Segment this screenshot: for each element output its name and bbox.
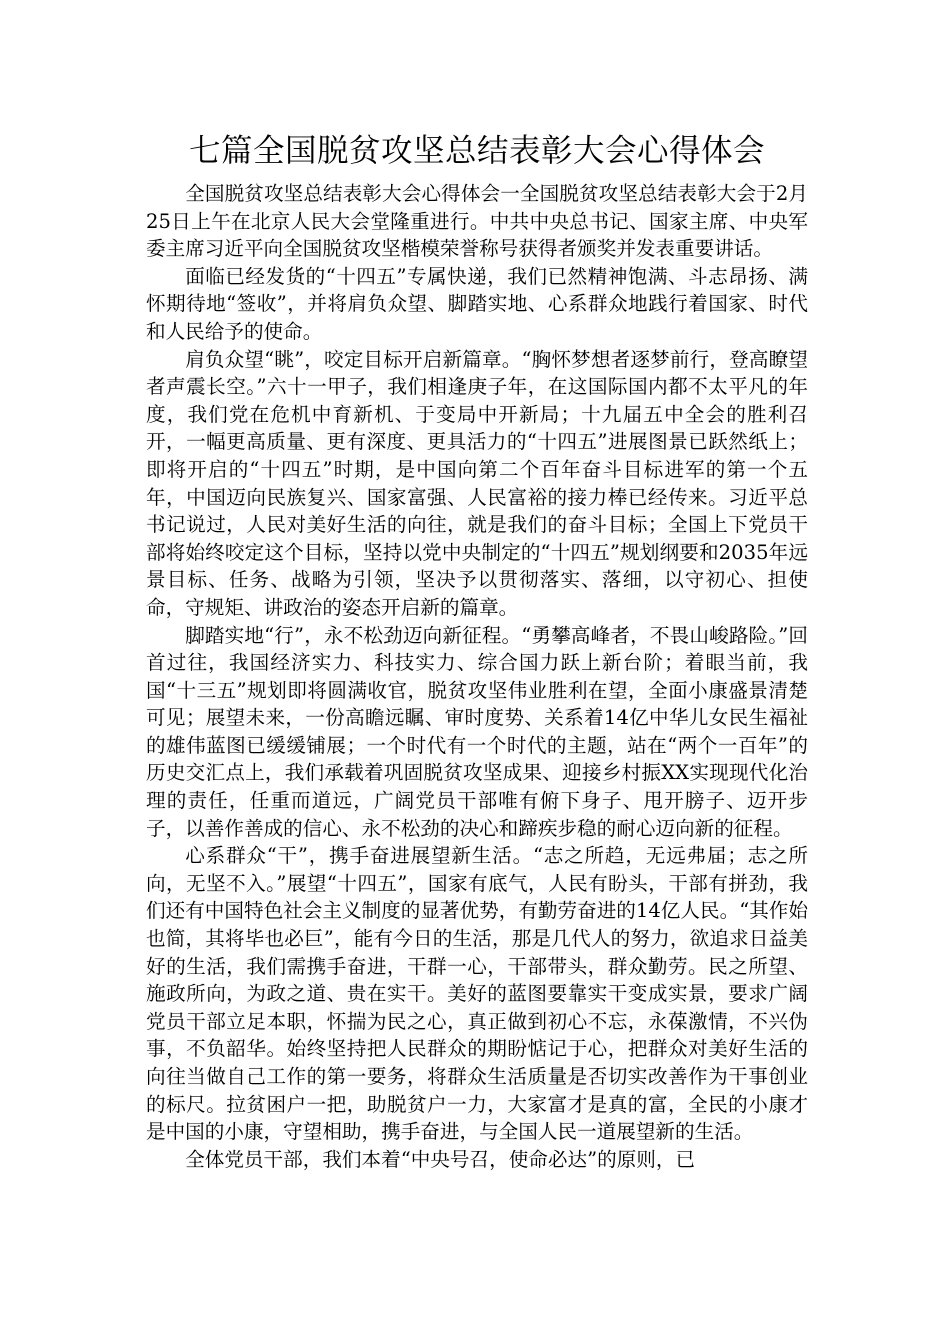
paragraph-intro: 全国脱贫攻坚总结表彰大会心得体会一全国脱贫攻坚总结表彰大会于2月25日上午在北京人民大会堂隆重进行。中共中央总书记、国家主席、中央军委主席习近平向全国脱贫攻坚楷模荣誉称号获得者颁奖并发表重要讲话。: [146, 182, 808, 261]
document-page: [146, 128, 808, 1173]
document-title: 七篇全国脱贫攻坚总结表彰大会心得体会: [188, 133, 765, 169]
paragraph-serve-people: 心系群众“干”，携手奋进展望新生活。“志之所趋，无远弗届；志之所向，无坚不入。”展望“十四五”，国家有底气，人民有盼头，干部有拼劲，我们还有中国特色社会主义制度的显著优势，有勤劳奋进的14亿人民。“其作始也简，其将毕也必巨”，能有今日的生活，那是几代人的努力，欲追求日益美好的生活，我们需携手奋进，干群一心，干部带头，群众勤劳。民之所望、施政所向，为政之道、贵在实干。美好的蓝图要靠实干变成实景，要求广阔党员干部立足本职，怀揣为民之心，真正做到初心不忘，永葆激情，不兴伪事，不负韶华。始终坚持把人民群众的期盼惦记于心，把群众对美好生活的向往当做自己工作的第一要务，将群众生活质量是否切实改善作为干事创业的标尺。拉贫困户一把，助脱贫户一力，大家富才是真的富，全民的小康才是中国的小康，守望相助，携手奋进，与全国人民一道展望新的生活。: [146, 844, 808, 1144]
paragraph-down-to-earth: 脚踏实地“行”，永不松劲迈向新征程。“勇攀高峰者，不畏山峻路险。”回首过往，我国经济实力、科技实力、综合国力跃上新台阶；着眼当前，我国“十三五”规划即将圆满收官，脱贫攻坚伟业胜利在望，全面小康盛景清楚可见；展望未来，一份高瞻远瞩、审时度势、关系着14亿中华儿女民生福祉的雄伟蓝图已缓缓铺展；一个时代有一个时代的主题，站在“两个一百年”的历史交汇点上，我们承载着巩固脱贫攻坚成果、迎接乡村振XX实现现代化治理的责任，任重而道远，广阔党员干部唯有俯下身子、甩开膀子、迈开步子，以善作善成的信心、永不松劲的决心和蹄疾步稳的耐心迈向新的征程。: [146, 623, 808, 840]
paragraph-look-ahead: 肩负众望“眺”，咬定目标开启新篇章。“胸怀梦想者逐梦前行，登高瞭望者声震长空。”六十一甲子，我们相逢庚子年，在这国际国内都不太平凡的年度，我们党在危机中育新机、于变局中开新局；十九届五中全会的胜利召开，一幅更高质量、更有深度、更具活力的“十四五”进展图景已跃然纸上；即将开启的“十四五”时期，是中国向第二个百年奋斗目标进军的第一个五年，中国迈向民族复兴、国家富强、人民富裕的接力棒已经传来。习近平总书记说过，人民对美好生活的向往，就是我们的奋斗目标；全国上下党员干部将始终咬定这个目标，坚持以党中央制定的“十四五”规划纲要和2035年远景目标、任务、战略为引领，坚决予以贯彻落实、落细，以守初心、担使命，守规矩、讲政治的姿态开启新的篇章。: [146, 347, 808, 619]
paragraph-closing: 全体党员干部，我们本着“中央号召，使命必达”的原则，已: [185, 1147, 696, 1171]
paragraph-sign-for: 面临已经发货的“十四五”专属快递，我们已然精神饱满、斗志昂扬、满怀期待地“签收”，并将肩负众望、脚踏实地、心系群众地践行着国家、时代和人民给予的使命。: [146, 264, 808, 343]
